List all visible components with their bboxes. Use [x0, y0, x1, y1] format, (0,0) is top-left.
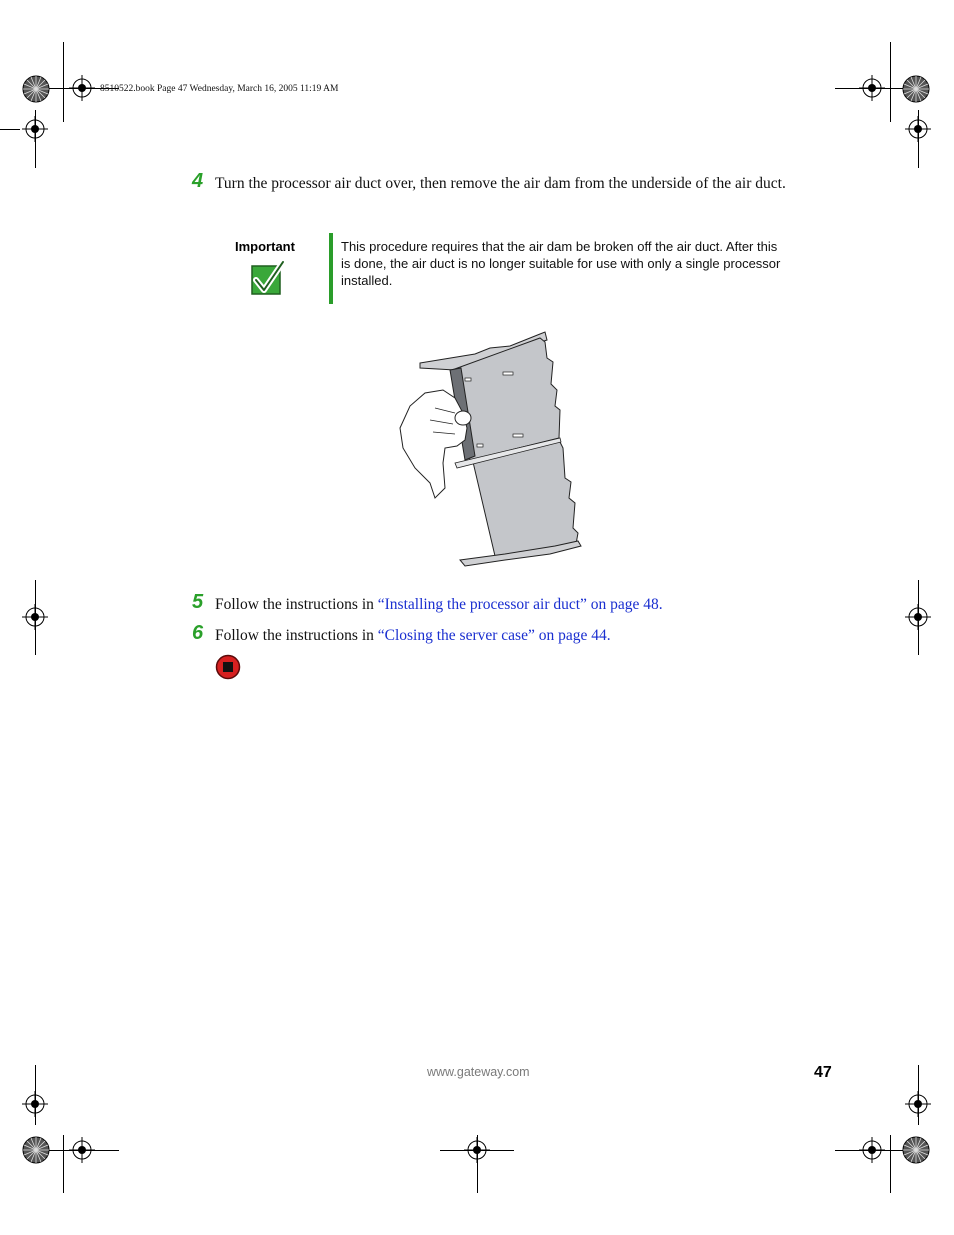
important-text: This procedure requires that the air dam be broken off the air duct. After this is done, the air duct is no longer suitable for use with only a single processor installed.	[341, 239, 781, 288]
page-number: 47	[814, 1064, 832, 1081]
step-number: 6	[192, 622, 204, 644]
print-header-meta: 8510522.book Page 47 Wednesday, March 16, 2005 11:19 AM	[100, 84, 339, 94]
step-text: Follow the instructions in “Installing the processor air duct” on page 48.	[215, 596, 663, 613]
link-closing-server-case[interactable]: “Closing the server case” on page 44.	[377, 627, 611, 644]
step-text: Follow the instructions in “Closing the server case” on page 44.	[215, 627, 611, 644]
step-number: 5	[192, 591, 204, 613]
checkmark-icon	[250, 260, 286, 296]
step-text: Turn the processor air duct over, then remove the air dam from the underside of the air duct.	[215, 175, 786, 192]
stop-icon	[215, 654, 241, 680]
footer-url: www.gateway.com	[427, 1065, 530, 1079]
step-number: 4	[192, 170, 204, 192]
important-label: Important	[235, 239, 295, 254]
link-installing-air-duct[interactable]: “Installing the processor air duct” on page 48.	[377, 596, 663, 613]
air-duct-illustration	[395, 328, 585, 570]
important-divider	[329, 233, 333, 304]
